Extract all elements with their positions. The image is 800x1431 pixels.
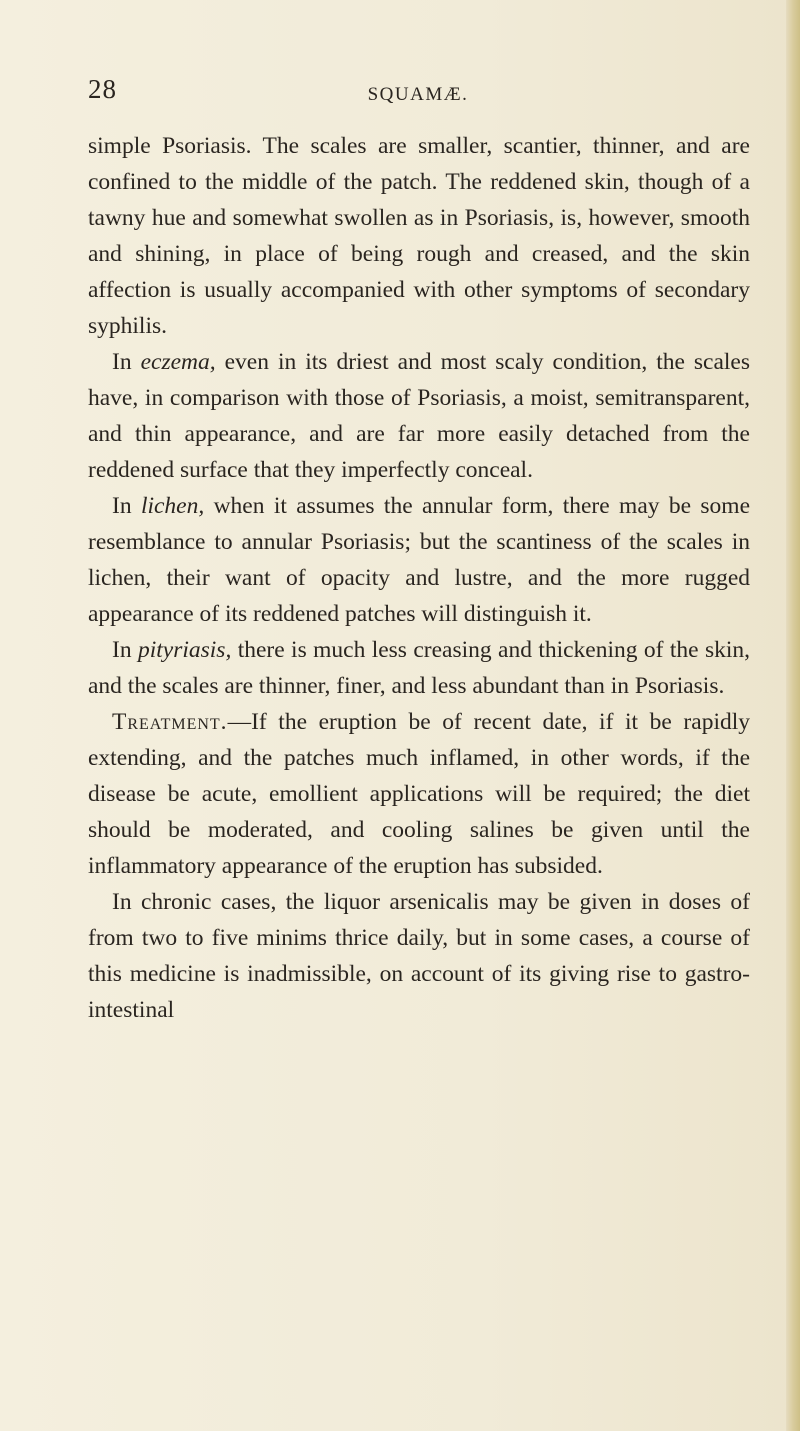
page-header xyxy=(88,74,748,114)
paragraph-treatment xyxy=(88,704,750,884)
paragraph-chronic xyxy=(88,884,750,1028)
paragraph-text: In chronic cases, the liquor arsenicalis may be given in doses of from two to five minims thrice daily, but in some cases, a course of this medicine is inadmissible, on account of its giving rise to gastro-intestinal xyxy=(88,889,750,1023)
term-lichen: lichen, xyxy=(140,493,205,519)
paragraph-text: In xyxy=(112,349,141,375)
paragraph-text: In xyxy=(112,637,138,663)
running-head: SQUAMÆ. xyxy=(367,84,469,105)
page-edge xyxy=(786,0,800,1431)
paragraph-text: In xyxy=(112,493,141,519)
term-pityriasis: pityriasis, xyxy=(137,637,232,663)
page-number: 28 xyxy=(88,74,117,104)
term-eczema: eczema, xyxy=(140,349,216,375)
paragraph-text: there is much less creasing and thickening of the skin, and the scales are thinner, finer, and less abundant than in Psoriasis. xyxy=(88,637,751,699)
paragraph-eczema xyxy=(88,344,750,488)
heading-treatment: Treatment. xyxy=(112,709,228,735)
paragraph-text: —If the eruption be of recent date, if it be rapidly extending, and the patches much inflamed, in other words, if the disease be acute, emollient applications will be required; the diet should be moderated, and cooling salines be given until the inflammatory appearance of the eruption has subsided. xyxy=(88,709,750,879)
paragraph-syphilis xyxy=(88,128,750,344)
paragraph-text: simple Psoriasis. The scales are smaller, scantier, thinner, and are confined to the middle of the patch. The reddened skin, though of a tawny hue and somewhat swollen as in Psoriasis, is, however, smooth and shining, in place of being rough and creased, and the skin affection is usually accompanied with other symptoms of secondary syphilis. xyxy=(88,133,750,339)
paragraph-text: when it assumes the annular form, there may be some resemblance to annular Psoriasis; but the scantiness of the scales in lichen, their want of opacity and lustre, and the more rugged appearance of its reddened patches will distinguish it. xyxy=(88,493,750,627)
paragraph-pityriasis xyxy=(88,632,750,704)
body-text xyxy=(88,128,750,1028)
paragraph-text: even in its driest and most scaly condition, the scales have, in comparison with those of Psoriasis, a moist, semitransparent, and thin appearance, and are far more easily detached from the reddened surface that they imperfectly conceal. xyxy=(88,349,751,483)
paragraph-lichen xyxy=(88,488,750,632)
